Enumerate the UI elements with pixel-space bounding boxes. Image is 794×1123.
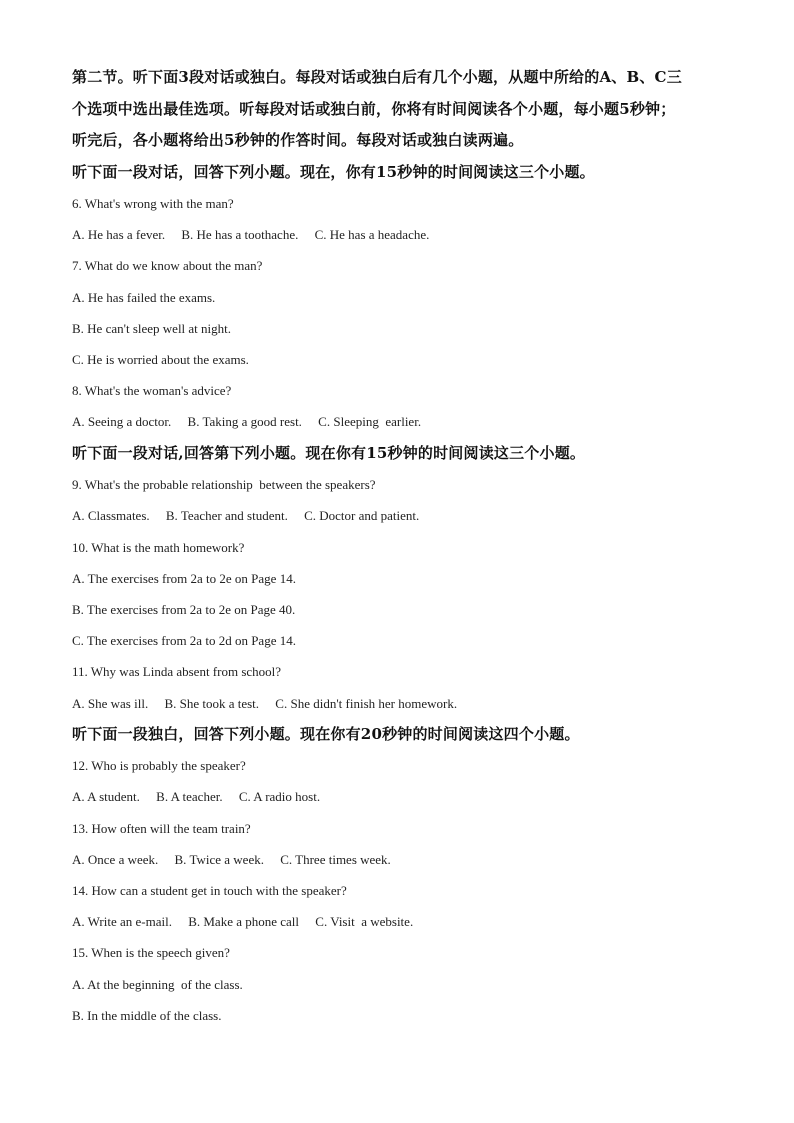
section-instructions <box>72 62 732 157</box>
question-10-option-c: C. The exercises from 2a to 2d on Page 14. <box>72 633 296 649</box>
dialogue-1-heading: 听下面一段对话，回答下列小题。现在，你有15秒钟的时间阅读这三个小题。 <box>72 162 595 181</box>
question-10-option-b: B. The exercises from 2a to 2e on Page 40. <box>72 601 296 617</box>
question-13: 13. How often will the team train? <box>72 820 251 836</box>
question-7: 7. What do we know about the man? <box>72 258 263 274</box>
question-10-option-a: A. The exercises from 2a to 2e on Page 14. <box>72 570 296 586</box>
question-15: 15. When is the speech given? <box>72 945 230 961</box>
exam-page <box>72 62 732 1031</box>
instructions-line-2: 个选项中选出最佳选项。听每段对话或独白前，你将有时间阅读各个小题，每小题5秒钟； <box>72 99 676 118</box>
question-9-options: A. Classmates. B. Teacher and student. C. Doctor and patient. <box>72 508 420 524</box>
question-11: 11. Why was Linda absent from school? <box>72 664 282 680</box>
question-10: 10. What is the math homework? <box>72 539 245 555</box>
question-6: 6. What's wrong with the man? <box>72 196 234 211</box>
instructions-line-1: 第二节。听下面3段对话或独白。每段对话或独白后有几个小题，从题中所给的A、B、C三 <box>72 68 682 86</box>
question-11-options: A. She was ill. B. She took a test. C. She didn't finish her homework. <box>72 695 458 711</box>
question-6-options: A. He has a fever. B. He has a toothache. C. He has a headache. <box>72 227 430 243</box>
question-12: 12. Who is probably the speaker? <box>72 758 246 774</box>
question-12-options: A. A student. B. A teacher. C. A radio host. <box>72 789 321 805</box>
question-7-option-a: A. He has failed the exams. <box>72 289 216 305</box>
question-8-options: A. Seeing a doctor. B. Taking a good rest. C. Sleeping earlier. <box>72 414 422 430</box>
question-14: 14. How can a student get in touch with the speaker? <box>72 883 347 899</box>
question-13-options: A. Once a week. B. Twice a week. C. Three times week. <box>72 851 391 867</box>
question-7-option-c: C. He is worried about the exams. <box>72 352 249 368</box>
dialogue-2-heading: 听下面一段对话,回答第下列小题。现在你有15秒钟的时间阅读这三个小题。 <box>72 443 586 462</box>
instructions-line-3: 听完后，各小题将给出5秒钟的作答时间。每段对话或独白读两遍。 <box>72 131 524 149</box>
question-14-options: A. Write an e-mail. B. Make a phone call C. Visit a website. <box>72 914 414 930</box>
question-15-option-a: A. At the beginning of the class. <box>72 976 243 992</box>
question-15-option-b: B. In the middle of the class. <box>72 1007 222 1023</box>
question-8: 8. What's the woman's advice? <box>72 383 232 399</box>
question-7-option-b: B. He can't sleep well at night. <box>72 320 232 336</box>
question-9: 9. What's the probable relationship between the speakers? <box>72 477 376 493</box>
monologue-heading: 听下面一段独白，回答下列小题。现在你有20秒钟的时间阅读这四个小题。 <box>72 724 580 743</box>
